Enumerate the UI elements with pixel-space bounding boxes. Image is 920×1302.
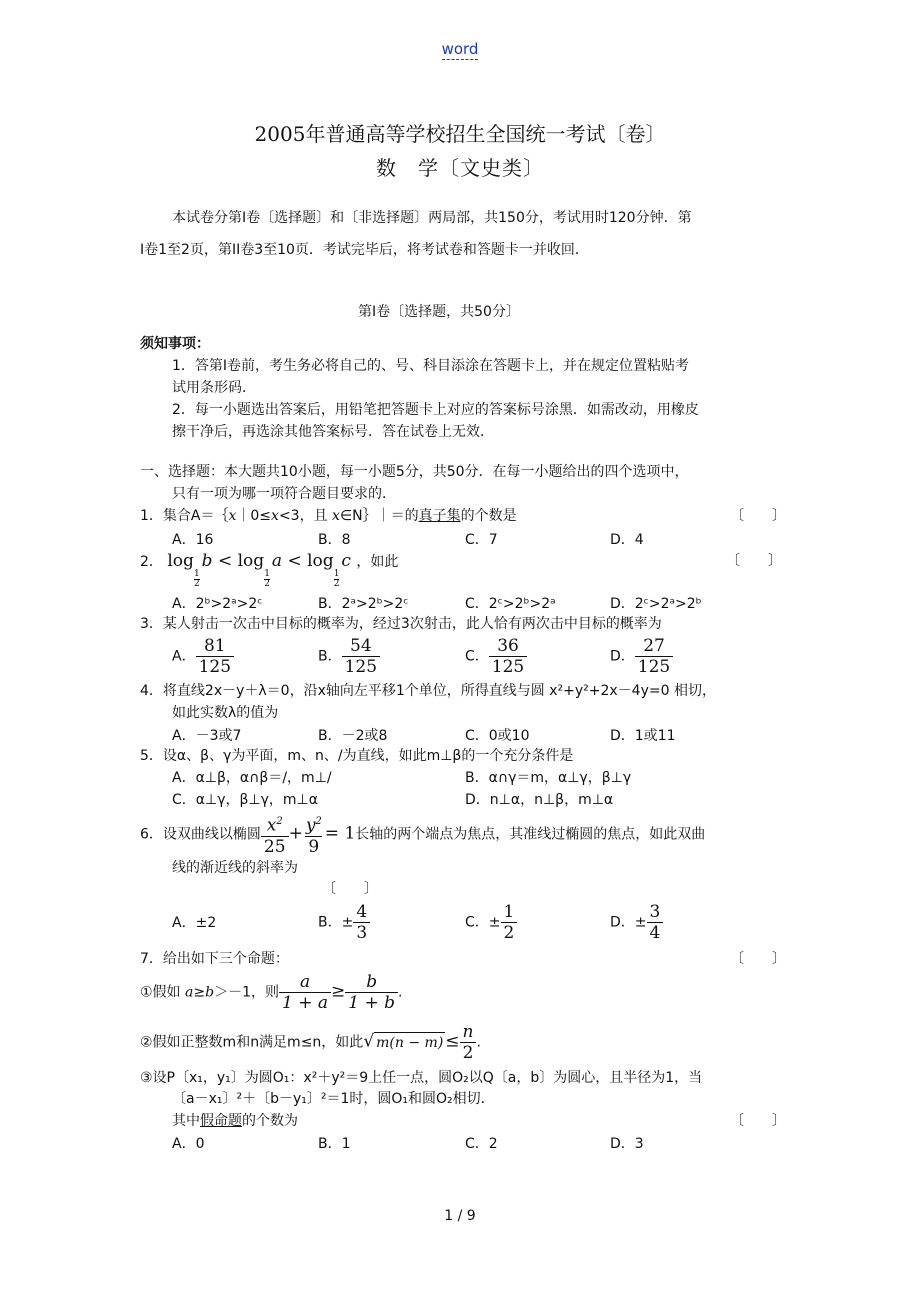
q3-num-d: 27 xyxy=(643,636,665,656)
q6-fraction-d xyxy=(647,902,664,943)
q2-log-expression xyxy=(167,551,356,589)
q6-pm-c: ± xyxy=(488,914,501,931)
q3-num-a: 81 xyxy=(203,636,226,656)
question-2-stem xyxy=(140,551,398,589)
q3-den-c: 125 xyxy=(489,656,527,677)
q6-option-c xyxy=(465,902,517,943)
question-1-stem xyxy=(140,506,517,526)
note-1-line-2: 试用条形码． xyxy=(172,380,256,396)
q2-var-b: b xyxy=(201,551,213,571)
q7-p1-text-e: ＞－1，则 xyxy=(214,984,279,1001)
q3-option-d xyxy=(610,636,673,677)
q5-option-d: D．n⊥α，n⊥β，m⊥α xyxy=(465,792,614,808)
q6-label-d: D． xyxy=(610,914,635,931)
q6-text-a: 6．设双曲线以椭圆 xyxy=(140,826,261,843)
q6-num-d: 3 xyxy=(649,902,661,922)
q2-var-a: a xyxy=(271,551,283,571)
q1-underlined-term: 真子集 xyxy=(418,508,461,524)
q6-value-a: 2 xyxy=(207,915,217,931)
q6-den-d: 4 xyxy=(647,922,664,943)
q2-base-3-num: 1 xyxy=(333,569,340,579)
q7-p1-frac-1 xyxy=(279,972,331,1013)
q7-p1-text-a: ①假如 xyxy=(140,984,186,1001)
q7-p2-radical: √ xyxy=(363,1031,375,1052)
q7-p1-num-2: b xyxy=(366,972,378,992)
q1-text-a: 1．集合A＝｛ xyxy=(140,508,229,524)
q2-log-2: log xyxy=(237,551,265,571)
part1-line-2: 只有一项为哪一项符合题目要求的． xyxy=(172,486,396,502)
q7-p2-le: ≤ xyxy=(445,1031,460,1052)
q6-num-b: 4 xyxy=(356,902,368,922)
q6-option-a xyxy=(172,912,216,932)
question-3-stem: 3．某人射击一次击中目标的概率为，经过3次射击，此人恰有两次击中目标的概率为 xyxy=(140,616,662,632)
q7-p2-text-a: ②假如正整数m和n满足m≤n，如此 xyxy=(140,1034,364,1051)
q6-frac-x xyxy=(261,812,289,857)
q3-num-c: 36 xyxy=(497,636,519,656)
q3-fraction-c xyxy=(489,636,527,677)
header-link[interactable] xyxy=(0,40,920,58)
q5-option-c: C．α⊥γ，β⊥γ，m⊥α xyxy=(172,792,318,808)
q4-option-b: B．－2或8 xyxy=(318,728,388,744)
exam-subtitle: 数 学〔文史类〕 xyxy=(376,156,544,180)
section-title: 第Ⅰ卷〔选择题，共50分〕 xyxy=(358,304,520,320)
q6-frac-y-num xyxy=(303,812,325,836)
q3-fraction-b xyxy=(342,636,380,677)
q2-base-3 xyxy=(334,570,340,589)
q7-answer-bracket-2: 〔 〕 xyxy=(730,1113,786,1129)
q7-p2-num: n xyxy=(462,1022,474,1042)
question-6-line-1 xyxy=(140,812,705,857)
q3-option-a xyxy=(172,636,234,677)
question-4-line-1: 4．将直线2x－y＋λ＝0，沿x轴向左平移1个单位，所得直线与圆 x²+y²+2x－4y=0 相切， xyxy=(140,683,716,699)
q6-num-c: 1 xyxy=(503,902,515,922)
q6-den-b: 3 xyxy=(353,922,370,943)
q7-ask xyxy=(172,1111,298,1131)
q3-label-a: A． xyxy=(172,648,196,665)
q7-proposition-3-line-2: 〔a－x₁〕²＋〔b－y₁〕²＝1时，圆O₁和圆O₂相切． xyxy=(172,1091,495,1107)
q2-var-c: c xyxy=(341,551,351,571)
q1-option-c: C．7 xyxy=(465,532,498,548)
q7-p2-end: . xyxy=(476,1034,481,1051)
intro-line-2: Ⅰ卷1至2页，第II卷3至10页．考试完毕后，将考试卷和答题卡一并收回． xyxy=(140,242,589,258)
q1-text-e: <3，且 xyxy=(278,508,333,524)
q7-p2-sqrt: m(n − m) xyxy=(374,1032,445,1053)
q6-pm-d: ± xyxy=(634,914,647,931)
q6-equals-one: = 1 xyxy=(324,823,356,844)
q6-sq-2: 2 xyxy=(315,816,322,827)
question-7-stem: 7．给出如下三个命题： xyxy=(140,951,289,967)
q1-text-i: 的个数是 xyxy=(460,508,517,524)
q7-option-c: C．2 xyxy=(465,1136,498,1152)
q6-answer-bracket: 〔 〕 xyxy=(322,881,378,897)
q6-den-9: 9 xyxy=(305,836,322,857)
q1-text-g: ∈N｝｜＝的 xyxy=(339,508,419,524)
q2-base-1 xyxy=(194,570,200,589)
q3-den-a: 125 xyxy=(196,656,234,677)
q7-p1-ge-1: ≥ xyxy=(193,984,206,1001)
q7-ask-a: 其中 xyxy=(172,1113,200,1129)
q6-pm-b: ± xyxy=(341,914,354,931)
q1-var-x3: x xyxy=(332,508,340,524)
exam-title: 2005年普通高等学校招生全国统一考试〔卷〕 xyxy=(254,122,666,146)
q7-p1-den-1: 1 + a xyxy=(279,992,331,1013)
q2-option-a: A．2ᵇ>2ᵃ>2ᶜ xyxy=(172,596,263,612)
q2-base-2-num: 1 xyxy=(264,569,270,579)
q7-p2-frac xyxy=(460,1022,477,1063)
page-number: 1 / 9 xyxy=(444,1208,476,1224)
q6-label-b: B． xyxy=(318,914,342,931)
q6-option-b xyxy=(318,902,370,943)
q1-option-a: A．16 xyxy=(172,532,214,548)
q6-text-b: 长轴的两个端点为焦点，其准线过椭圆的焦点，如此双曲 xyxy=(355,826,706,843)
q6-fraction-b xyxy=(353,902,370,943)
q7-p1-var-a: a xyxy=(185,984,194,1001)
q2-answer-bracket: 〔 〕 xyxy=(726,553,782,569)
q7-p1-var-b: b xyxy=(205,984,215,1001)
q7-option-d: D．3 xyxy=(610,1136,644,1152)
q7-answer-bracket: 〔 〕 xyxy=(730,951,786,967)
q3-den-d: 125 xyxy=(635,656,673,677)
q5-option-a: A．α⊥β，α∩β＝/，m⊥/ xyxy=(172,770,332,786)
q6-pm-a: ± xyxy=(195,915,208,931)
q3-option-b xyxy=(318,636,380,677)
q6-label-c: C． xyxy=(465,914,489,931)
q2-log-1: log xyxy=(167,551,194,571)
q3-fraction-d xyxy=(635,636,673,677)
q6-frac-x-num xyxy=(264,812,286,836)
question-4-line-2: 如此实数λ的值为 xyxy=(172,705,279,721)
q3-label-b: B． xyxy=(318,648,342,665)
q2-log-3: log xyxy=(307,551,334,571)
q2-number: 2． xyxy=(140,554,163,570)
q7-ask-underlined: 假命题 xyxy=(200,1113,242,1129)
q3-num-b: 54 xyxy=(350,636,372,656)
q1-text-c: ｜0≤ xyxy=(236,508,272,524)
note-1-line-1: 1．答第Ⅰ卷前，考生务必将自己的、号、科目添涂在答题卡上，并在规定位置粘贴考 xyxy=(172,358,690,374)
q4-option-d: D．1或11 xyxy=(610,728,676,744)
q7-p1-frac-2 xyxy=(345,972,398,1013)
q6-plus: + xyxy=(288,823,303,844)
q2-base-1-den: 2 xyxy=(193,579,200,589)
q1-option-b: B．8 xyxy=(318,532,351,548)
q6-var-y: y xyxy=(305,815,316,836)
q2-option-b: B．2ᵃ>2ᵇ>2ᶜ xyxy=(318,596,409,612)
q7-p1-num-1: a xyxy=(299,972,311,992)
q3-label-d: D． xyxy=(610,648,635,665)
q3-option-c xyxy=(465,636,527,677)
q2-base-2 xyxy=(264,570,270,589)
q7-option-a: A．0 xyxy=(172,1136,205,1152)
q7-proposition-3-line-1: ③设P〔x₁，y₁〕为圆O₁：x²＋y²＝9上任一点，圆O₂以Q〔a，b〕为圆心，且半径为1，当 xyxy=(140,1070,703,1086)
q6-den-25: 25 xyxy=(261,836,289,857)
q2-base-1-num: 1 xyxy=(193,569,200,579)
q6-label-a: A． xyxy=(172,915,196,931)
q6-var-x: x xyxy=(266,815,277,836)
question-6-line-2: 线的渐近线的斜率为 xyxy=(172,860,298,876)
q7-p1-ge-2: ≥ xyxy=(331,981,346,1002)
notes-heading: 须知事项： xyxy=(140,336,210,352)
q2-option-d: D．2ᶜ>2ᵃ>2ᵇ xyxy=(610,596,702,612)
q5-option-b: B．α∩γ＝m，α⊥γ，β⊥γ xyxy=(465,770,632,786)
q7-option-b: B．1 xyxy=(318,1136,351,1152)
q7-proposition-1 xyxy=(140,972,402,1013)
q2-base-3-den: 2 xyxy=(333,579,340,589)
q7-p2-den: 2 xyxy=(460,1042,477,1063)
q4-option-a: A．－3或7 xyxy=(172,728,242,744)
q6-option-d xyxy=(610,902,663,943)
q7-p1-end: . xyxy=(398,984,403,1001)
q7-ask-c: 的个数为 xyxy=(242,1113,298,1129)
q3-den-b: 125 xyxy=(342,656,380,677)
question-5-stem: 5．设α、β、γ为平面，m、n、/为直线，如此m⊥β的一个充分条件是 xyxy=(140,748,574,764)
q3-label-c: C． xyxy=(465,648,489,665)
q1-var-x2: x xyxy=(271,508,279,524)
q1-answer-bracket: 〔 〕 xyxy=(730,508,786,524)
q1-var-x1: x xyxy=(228,508,237,524)
header-link-text[interactable]: word xyxy=(441,40,479,58)
q6-den-c: 2 xyxy=(501,922,518,943)
q2-option-c: C．2ᶜ>2ᵇ>2ᵃ xyxy=(465,596,556,612)
q2-base-2-den: 2 xyxy=(264,579,270,589)
q6-frac-y xyxy=(303,812,325,857)
q3-fraction-a xyxy=(196,636,234,677)
q6-fraction-c xyxy=(501,902,518,943)
q2-lt-1: < xyxy=(217,551,233,571)
q7-p1-den-2: 1 + b xyxy=(345,992,398,1013)
q2-lt-2: < xyxy=(287,551,302,571)
part1-line-1: 一、选择题：本大题共10小题，每一小题5分，共50分．在每一小题给出的四个选项中， xyxy=(140,464,689,480)
q1-option-d: D．4 xyxy=(610,532,644,548)
note-2-line-2: 擦干净后，再选涂其他答案标号．答在试卷上无效． xyxy=(172,424,494,440)
q6-sq-1: 2 xyxy=(276,816,283,827)
q4-option-c: C．0或10 xyxy=(465,728,530,744)
q2-suffix: ，如此 xyxy=(356,554,399,570)
q7-proposition-2 xyxy=(140,1022,481,1063)
intro-line-1: 本试卷分第Ⅰ卷〔选择题〕和〔非选择题〕两局部，共150分，考试用时120分钟．第 xyxy=(172,210,692,226)
note-2-line-1: 2．每一小题选出答案后，用铅笔把答题卡上对应的答案标号涂黑．如需改动，用橡皮 xyxy=(172,402,699,418)
